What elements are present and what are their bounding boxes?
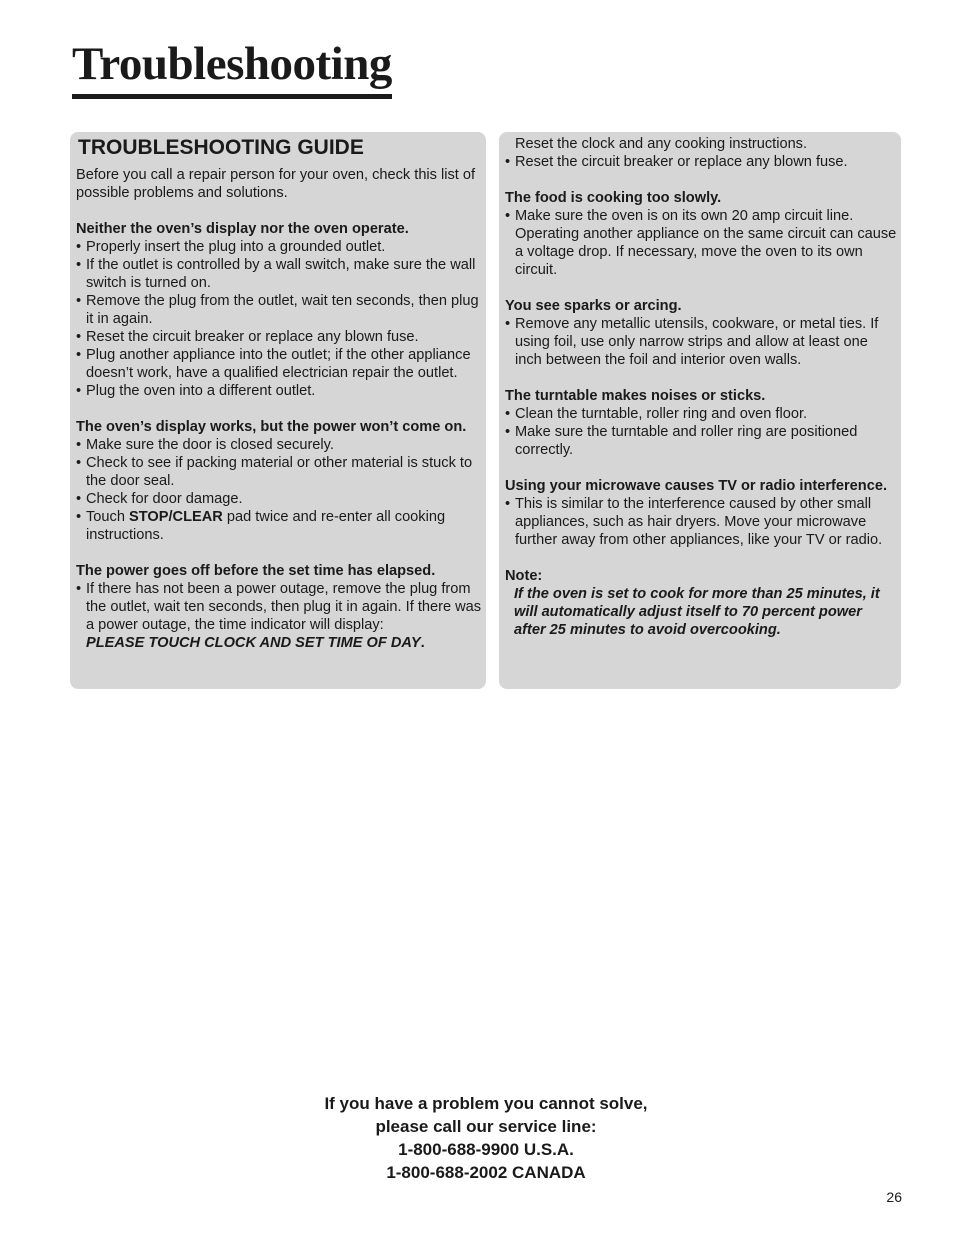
list-item-continuation: Reset the clock and any cooking instructions. [515, 136, 808, 152]
solution-list [505, 495, 897, 549]
service-line-info [0, 1092, 954, 1184]
list-item: • Make sure the oven is on its own 20 amp circuit line. Operating another appliance on the same circuit can cause a voltage drop. If necessary, move the oven to its own circuit. [505, 207, 897, 279]
problem-heading: The food is cooking too slowly. [505, 190, 722, 206]
guide-intro: Before you call a repair person for your oven, check this list of possible problems and solutions. [76, 167, 476, 201]
solution-list [76, 580, 482, 652]
problem-cooking-too-slowly [505, 189, 897, 279]
list-item: • Reset the circuit breaker or replace any blown fuse. [505, 153, 897, 171]
list-item: • If the outlet is controlled by a wall switch, make sure the wall switch is turned on. [76, 256, 482, 292]
list-item: • Make sure the door is closed securely. [76, 436, 482, 454]
troubleshooting-panel-right [499, 132, 901, 689]
list-item: • Remove the plug from the outlet, wait ten seconds, then plug it in again. [76, 292, 482, 328]
solution-list [505, 135, 897, 171]
solution-list [505, 315, 897, 369]
note [505, 567, 897, 639]
list-item: • Properly insert the plug into a grounded outlet. [76, 238, 482, 256]
problem-heading: The power goes off before the set time has elapsed. [76, 563, 436, 579]
list-item-text: If there has not been a power outage, remove the plug from the outlet, wait ten seconds, then plug it in again. If there was a power outage, the time indicator will display: [86, 581, 482, 633]
problem-display-and-oven-not-operating [76, 220, 482, 400]
service-line-1: If you have a problem you cannot solve, [324, 1094, 648, 1113]
problem-sparks-or-arcing [505, 297, 897, 369]
display-message-period: . [420, 635, 425, 651]
display-message: PLEASE TOUCH CLOCK AND SET TIME OF DAY [86, 635, 421, 651]
problem-heading: Using your microwave causes TV or radio interference. [505, 478, 888, 494]
touch-suffix: pad twice and re-enter all cooking instructions. [86, 509, 446, 543]
guide-title: TROUBLESHOOTING GUIDE [78, 136, 364, 159]
solution-list [505, 405, 897, 459]
page-number: 26 [886, 1189, 902, 1205]
troubleshooting-panel-left [70, 132, 486, 689]
solution-list [505, 207, 897, 279]
solution-list [76, 238, 482, 400]
problem-power-goes-off-early [76, 562, 482, 652]
problem-heading: The turntable makes noises or sticks. [505, 388, 766, 404]
solution-list [76, 436, 482, 544]
problem-heading: Neither the oven’s display nor the oven operate. [76, 221, 409, 237]
list-item: • Clean the turntable, roller ring and oven floor. [505, 405, 897, 423]
list-item [76, 508, 482, 544]
note-text: If the oven is set to cook for more than 25 minutes, it will automatically adjust itself to 70 percent power after 25 minutes to avoid overcooking. [514, 586, 880, 638]
phone-usa: 1-800-688-9900 U.S.A. [398, 1140, 574, 1159]
service-line-2: please call our service line: [375, 1117, 597, 1136]
list-item: • This is similar to the interference caused by other small appliances, such as hair dryers. Move your microwave further away from other appliances, like your TV or radio. [505, 495, 897, 549]
list-item: • Make sure the turntable and roller ring are positioned correctly. [505, 423, 897, 459]
page-title: Troubleshooting [72, 36, 392, 99]
problem-heading: You see sparks or arcing. [505, 298, 682, 314]
problem-heading: The oven’s display works, but the power won’t come on. [76, 419, 467, 435]
list-item: • Plug the oven into a different outlet. [76, 382, 482, 400]
note-label: Note: [505, 568, 543, 584]
problem-power-wont-come-on [76, 418, 482, 544]
list-item [76, 580, 482, 652]
phone-canada: 1-800-688-2002 CANADA [386, 1163, 586, 1182]
list-item: • Reset the circuit breaker or replace any blown fuse. [76, 328, 482, 346]
stop-clear-key-label: STOP/CLEAR [129, 509, 223, 525]
list-item: • Check for door damage. [76, 490, 482, 508]
touch-prefix: Touch [86, 509, 129, 525]
list-item: • Plug another appliance into the outlet; if the other appliance doesn’t work, have a qualified electrician repair the outlet. [76, 346, 482, 382]
problem-power-goes-off-early-continued [505, 135, 897, 171]
problem-turntable-noises [505, 387, 897, 459]
list-item: • Remove any metallic utensils, cookware, or metal ties. If using foil, use only narrow strips and allow at least one inch between the foil and interior oven walls. [505, 315, 897, 369]
list-item: • Check to see if packing material or other material is stuck to the door seal. [76, 454, 482, 490]
problem-tv-radio-interference [505, 477, 897, 549]
